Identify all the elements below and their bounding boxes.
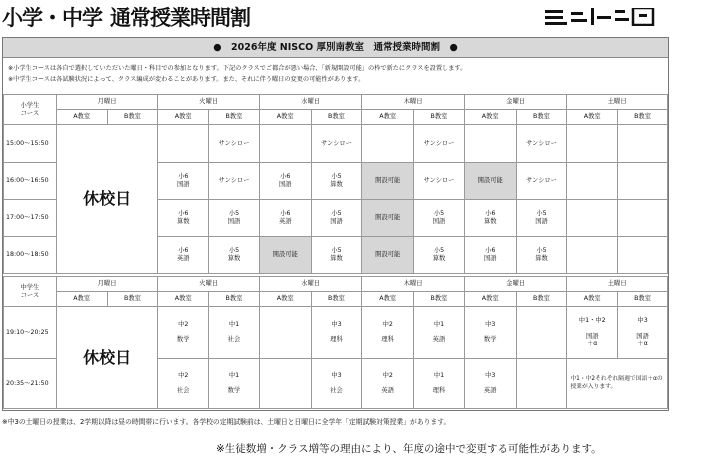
class-cell: 中1 理科 bbox=[414, 359, 465, 409]
note-line: ※小学生コースは各自で選択していただいた曜日・科目での参加となります。下記のクラスでご都合が悪い場合、「新規開設可能」の枠で新たにクラスを設置します。 bbox=[8, 65, 467, 72]
room-header: A教室 bbox=[56, 292, 107, 307]
class-cell: 小6 国語 bbox=[259, 163, 311, 200]
closed-day-label: 休校日 bbox=[56, 307, 158, 409]
class-cell bbox=[259, 307, 311, 359]
course-label: 小学生 コース bbox=[4, 95, 57, 125]
class-cell: 中2 英語 bbox=[362, 359, 414, 409]
class-cell: 小5 算数 bbox=[516, 237, 567, 274]
class-cell bbox=[158, 125, 209, 163]
day-header: 土曜日 bbox=[567, 277, 668, 292]
class-cell bbox=[567, 163, 618, 200]
class-cell bbox=[362, 125, 414, 163]
class-cell: 小6 算数 bbox=[464, 200, 516, 237]
room-header: B教室 bbox=[618, 110, 668, 125]
class-cell bbox=[464, 125, 516, 163]
class-cell: 中1・中2 国語 ＋α bbox=[567, 307, 618, 359]
class-cell: 小6 国語 bbox=[464, 237, 516, 274]
class-cell bbox=[567, 200, 618, 237]
title-part2: 通常授業時間割 bbox=[110, 6, 250, 30]
time-slot: 17:00～17:50 bbox=[4, 200, 57, 237]
class-cell bbox=[618, 163, 668, 200]
sheet-notes bbox=[8, 63, 466, 85]
class-cell: 小6 英語 bbox=[158, 237, 209, 274]
time-slot: 15:00～15:50 bbox=[4, 125, 57, 163]
room-header: A教室 bbox=[567, 292, 618, 307]
class-cell: 小6 英語 bbox=[259, 200, 311, 237]
class-cell: 中1 数学 bbox=[209, 359, 260, 409]
class-cell: 中1 英語 bbox=[414, 307, 465, 359]
class-cell: 小6 国語 bbox=[158, 163, 209, 200]
room-header: A教室 bbox=[464, 110, 516, 125]
time-slot: 18:00～18:50 bbox=[4, 237, 57, 274]
room-header: B教室 bbox=[516, 292, 567, 307]
day-header: 水曜日 bbox=[259, 95, 362, 110]
day-header: 火曜日 bbox=[158, 277, 260, 292]
room-header: A教室 bbox=[464, 292, 516, 307]
class-cell: サンシロー bbox=[311, 125, 362, 163]
class-cell: 中2 社会 bbox=[158, 359, 209, 409]
class-cell bbox=[567, 125, 618, 163]
room-header: B教室 bbox=[618, 292, 668, 307]
class-cell: 中1 社会 bbox=[209, 307, 260, 359]
change-notice: ※生徒数増・クラス増等の理由により、年度の途中で変更する可能性があります。 bbox=[216, 443, 602, 455]
class-cell bbox=[618, 200, 668, 237]
room-header: A教室 bbox=[259, 110, 311, 125]
class-cell: 小5 算数 bbox=[209, 237, 260, 274]
room-header: A教室 bbox=[259, 292, 311, 307]
room-header: A教室 bbox=[56, 110, 107, 125]
elementary-timetable bbox=[3, 94, 668, 274]
class-cell: 中3 英語 bbox=[464, 359, 516, 409]
class-cell bbox=[567, 237, 618, 274]
time-slot: 19:10～20:25 bbox=[4, 307, 57, 359]
time-slot: 20:35～21:50 bbox=[4, 359, 57, 409]
saturday-note: 中1・中2それぞれ隔週で国語＋αの授業が入ります。 bbox=[567, 359, 668, 409]
timetable-sheet bbox=[2, 37, 669, 411]
day-header: 木曜日 bbox=[362, 95, 465, 110]
day-header: 木曜日 bbox=[362, 277, 465, 292]
room-header: B教室 bbox=[414, 292, 465, 307]
class-cell: 中2 理科 bbox=[362, 307, 414, 359]
title-part1: 小学・中学 bbox=[2, 6, 102, 30]
room-header: B教室 bbox=[414, 110, 465, 125]
class-cell: サンシロー bbox=[209, 163, 260, 200]
class-cell: 小5 国語 bbox=[209, 200, 260, 237]
room-header: A教室 bbox=[158, 292, 209, 307]
day-header: 土曜日 bbox=[567, 95, 668, 110]
class-cell: 中3 社会 bbox=[311, 359, 362, 409]
class-cell: サンシロー bbox=[516, 163, 567, 200]
open-slot-cell: 開設可能 bbox=[362, 200, 414, 237]
class-cell: 小5 算数 bbox=[414, 237, 465, 274]
day-header: 月曜日 bbox=[56, 277, 158, 292]
class-cell: 中3 国語 ＋α bbox=[618, 307, 668, 359]
class-cell: サンシロー bbox=[414, 163, 465, 200]
class-cell: 小6 算数 bbox=[158, 200, 209, 237]
open-slot-cell: 開設可能 bbox=[362, 237, 414, 274]
class-cell: サンシロー bbox=[516, 125, 567, 163]
note-line: ※中学生コースは各試験状況によって、クラス編成が変わることがあります。また、それに伴う曜日の変更の可能性があります。 bbox=[8, 76, 365, 83]
class-cell bbox=[618, 125, 668, 163]
room-header: A教室 bbox=[158, 110, 209, 125]
day-header: 金曜日 bbox=[464, 277, 567, 292]
room-header: B教室 bbox=[209, 292, 260, 307]
open-slot-cell: 開設可能 bbox=[259, 237, 311, 274]
room-header: B教室 bbox=[107, 292, 158, 307]
class-cell: 小5 算数 bbox=[311, 237, 362, 274]
class-cell: 小5 国語 bbox=[311, 200, 362, 237]
time-slot: 16:00～16:50 bbox=[4, 163, 57, 200]
room-header: B教室 bbox=[311, 110, 362, 125]
class-cell bbox=[618, 237, 668, 274]
page-title bbox=[2, 2, 250, 32]
junior-timetable bbox=[3, 276, 668, 409]
class-cell: 小5 国語 bbox=[516, 200, 567, 237]
room-header: B教室 bbox=[107, 110, 158, 125]
room-header: A教室 bbox=[362, 292, 414, 307]
day-header: 月曜日 bbox=[56, 95, 158, 110]
day-header: 金曜日 bbox=[464, 95, 567, 110]
open-slot-cell: 開設可能 bbox=[362, 163, 414, 200]
day-header: 水曜日 bbox=[259, 277, 362, 292]
closed-day-label: 休校日 bbox=[56, 125, 158, 274]
class-cell: 中3 理科 bbox=[311, 307, 362, 359]
class-cell: サンシロー bbox=[414, 125, 465, 163]
room-header: B教室 bbox=[209, 110, 260, 125]
class-cell bbox=[259, 125, 311, 163]
brand-logo bbox=[545, 8, 657, 26]
class-cell: 中3 数学 bbox=[464, 307, 516, 359]
sheet-heading: ● 2026年度 NISCO 厚別南教室 通常授業時間割 ● bbox=[3, 38, 668, 58]
class-cell: サンシロー bbox=[209, 125, 260, 163]
open-slot-cell: 開設可能 bbox=[464, 163, 516, 200]
class-cell bbox=[516, 307, 567, 359]
class-cell: 小5 算数 bbox=[311, 163, 362, 200]
room-header: B教室 bbox=[516, 110, 567, 125]
room-header: A教室 bbox=[567, 110, 618, 125]
class-cell: 中2 数学 bbox=[158, 307, 209, 359]
class-cell: 小5 国語 bbox=[414, 200, 465, 237]
class-cell bbox=[516, 359, 567, 409]
room-header: B教室 bbox=[311, 292, 362, 307]
day-header: 火曜日 bbox=[158, 95, 260, 110]
room-header: A教室 bbox=[362, 110, 414, 125]
class-cell bbox=[259, 359, 311, 409]
footnote: ※中3の土曜日の授業は、2学期以降は昼の時間帯に行います。各学校の定期試験前は、土曜日と日曜日に全学年「定期試験対策授業」があります。 bbox=[2, 418, 451, 426]
course-label: 中学生 コース bbox=[4, 277, 57, 307]
